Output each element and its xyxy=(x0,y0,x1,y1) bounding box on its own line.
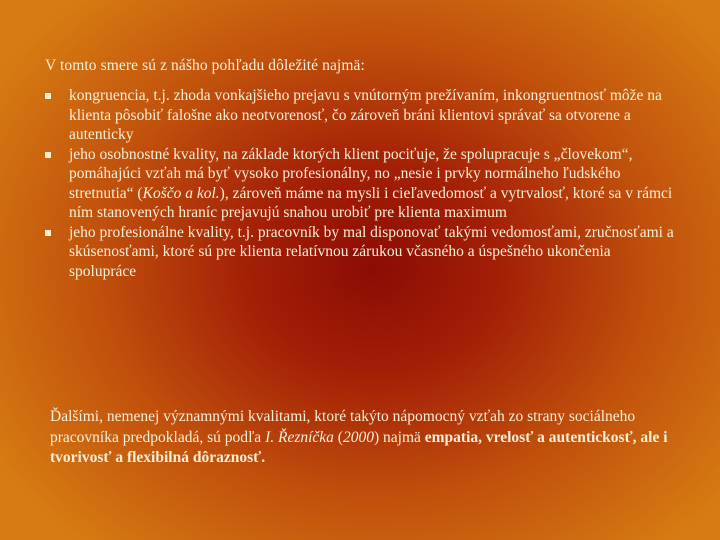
bullet-text: kongruencia, t.j. zhoda vonkajšieho prejavu s vnútorným prežívaním, inkongruentnosť môže na klienta pôsobiť falošne ako neotvorenosť, čo zároveň bráni klientovi správať sa otvorene a autenticky xyxy=(69,87,662,143)
year-open: ( xyxy=(333,428,343,446)
bullet-text-continued: ), zároveň máme na mysli i cieľavedomosť a vytrvalosť, ktoré sa v rámci ním stanovených hraníc prejavujú snahou urobiť pre klienta maximum xyxy=(69,184,673,221)
intro-text: V tomto smere sú z nášho pohľadu dôležité najmä: xyxy=(45,57,365,74)
citation: Koščo a kol. xyxy=(142,184,220,202)
bullet-text: jeho profesionálne kvality, t.j. pracovník by mal disponovať takými vedomosťami, zručnosťami a skúsenosťami, ktoré sú pre klienta relatívnou zárukou včasného a úspešného ukončenia spolupráce xyxy=(69,223,674,280)
square-bullet-icon xyxy=(45,152,51,158)
bullet-item-professional-qualities xyxy=(45,223,675,282)
square-bullet-icon xyxy=(45,230,51,236)
bullet-list xyxy=(45,86,675,281)
closing-paragraph xyxy=(50,407,670,469)
author-citation: I. Řezníčka xyxy=(265,428,334,446)
closing-text: Ďalšími, nemenej významnými kvalitami, ktoré takýto nápomocný vzťah zo strany sociálneho pracovníka predpokladá, sú podľa xyxy=(50,408,636,446)
emphasized-qualities: empatia, vrelosť a autentickosť, ale i tvorivosť a flexibilná dôraznosť. xyxy=(50,428,668,466)
bullet-text: jeho osobnostné kvality, na základe ktorých klient pociťuje, že spolupracuje s „človekom“, pomáhajúci vzťah má byť vysoko profesionálny, no „nesie i prvky normálneho ľudského stretnutia“ ( xyxy=(69,145,633,202)
year-citation: 2000 xyxy=(342,428,374,446)
bullet-item-congruence xyxy=(45,86,675,145)
square-bullet-icon xyxy=(45,93,51,99)
bullet-item-personal-qualities xyxy=(45,145,675,223)
year-close: ) najmä xyxy=(373,428,425,446)
